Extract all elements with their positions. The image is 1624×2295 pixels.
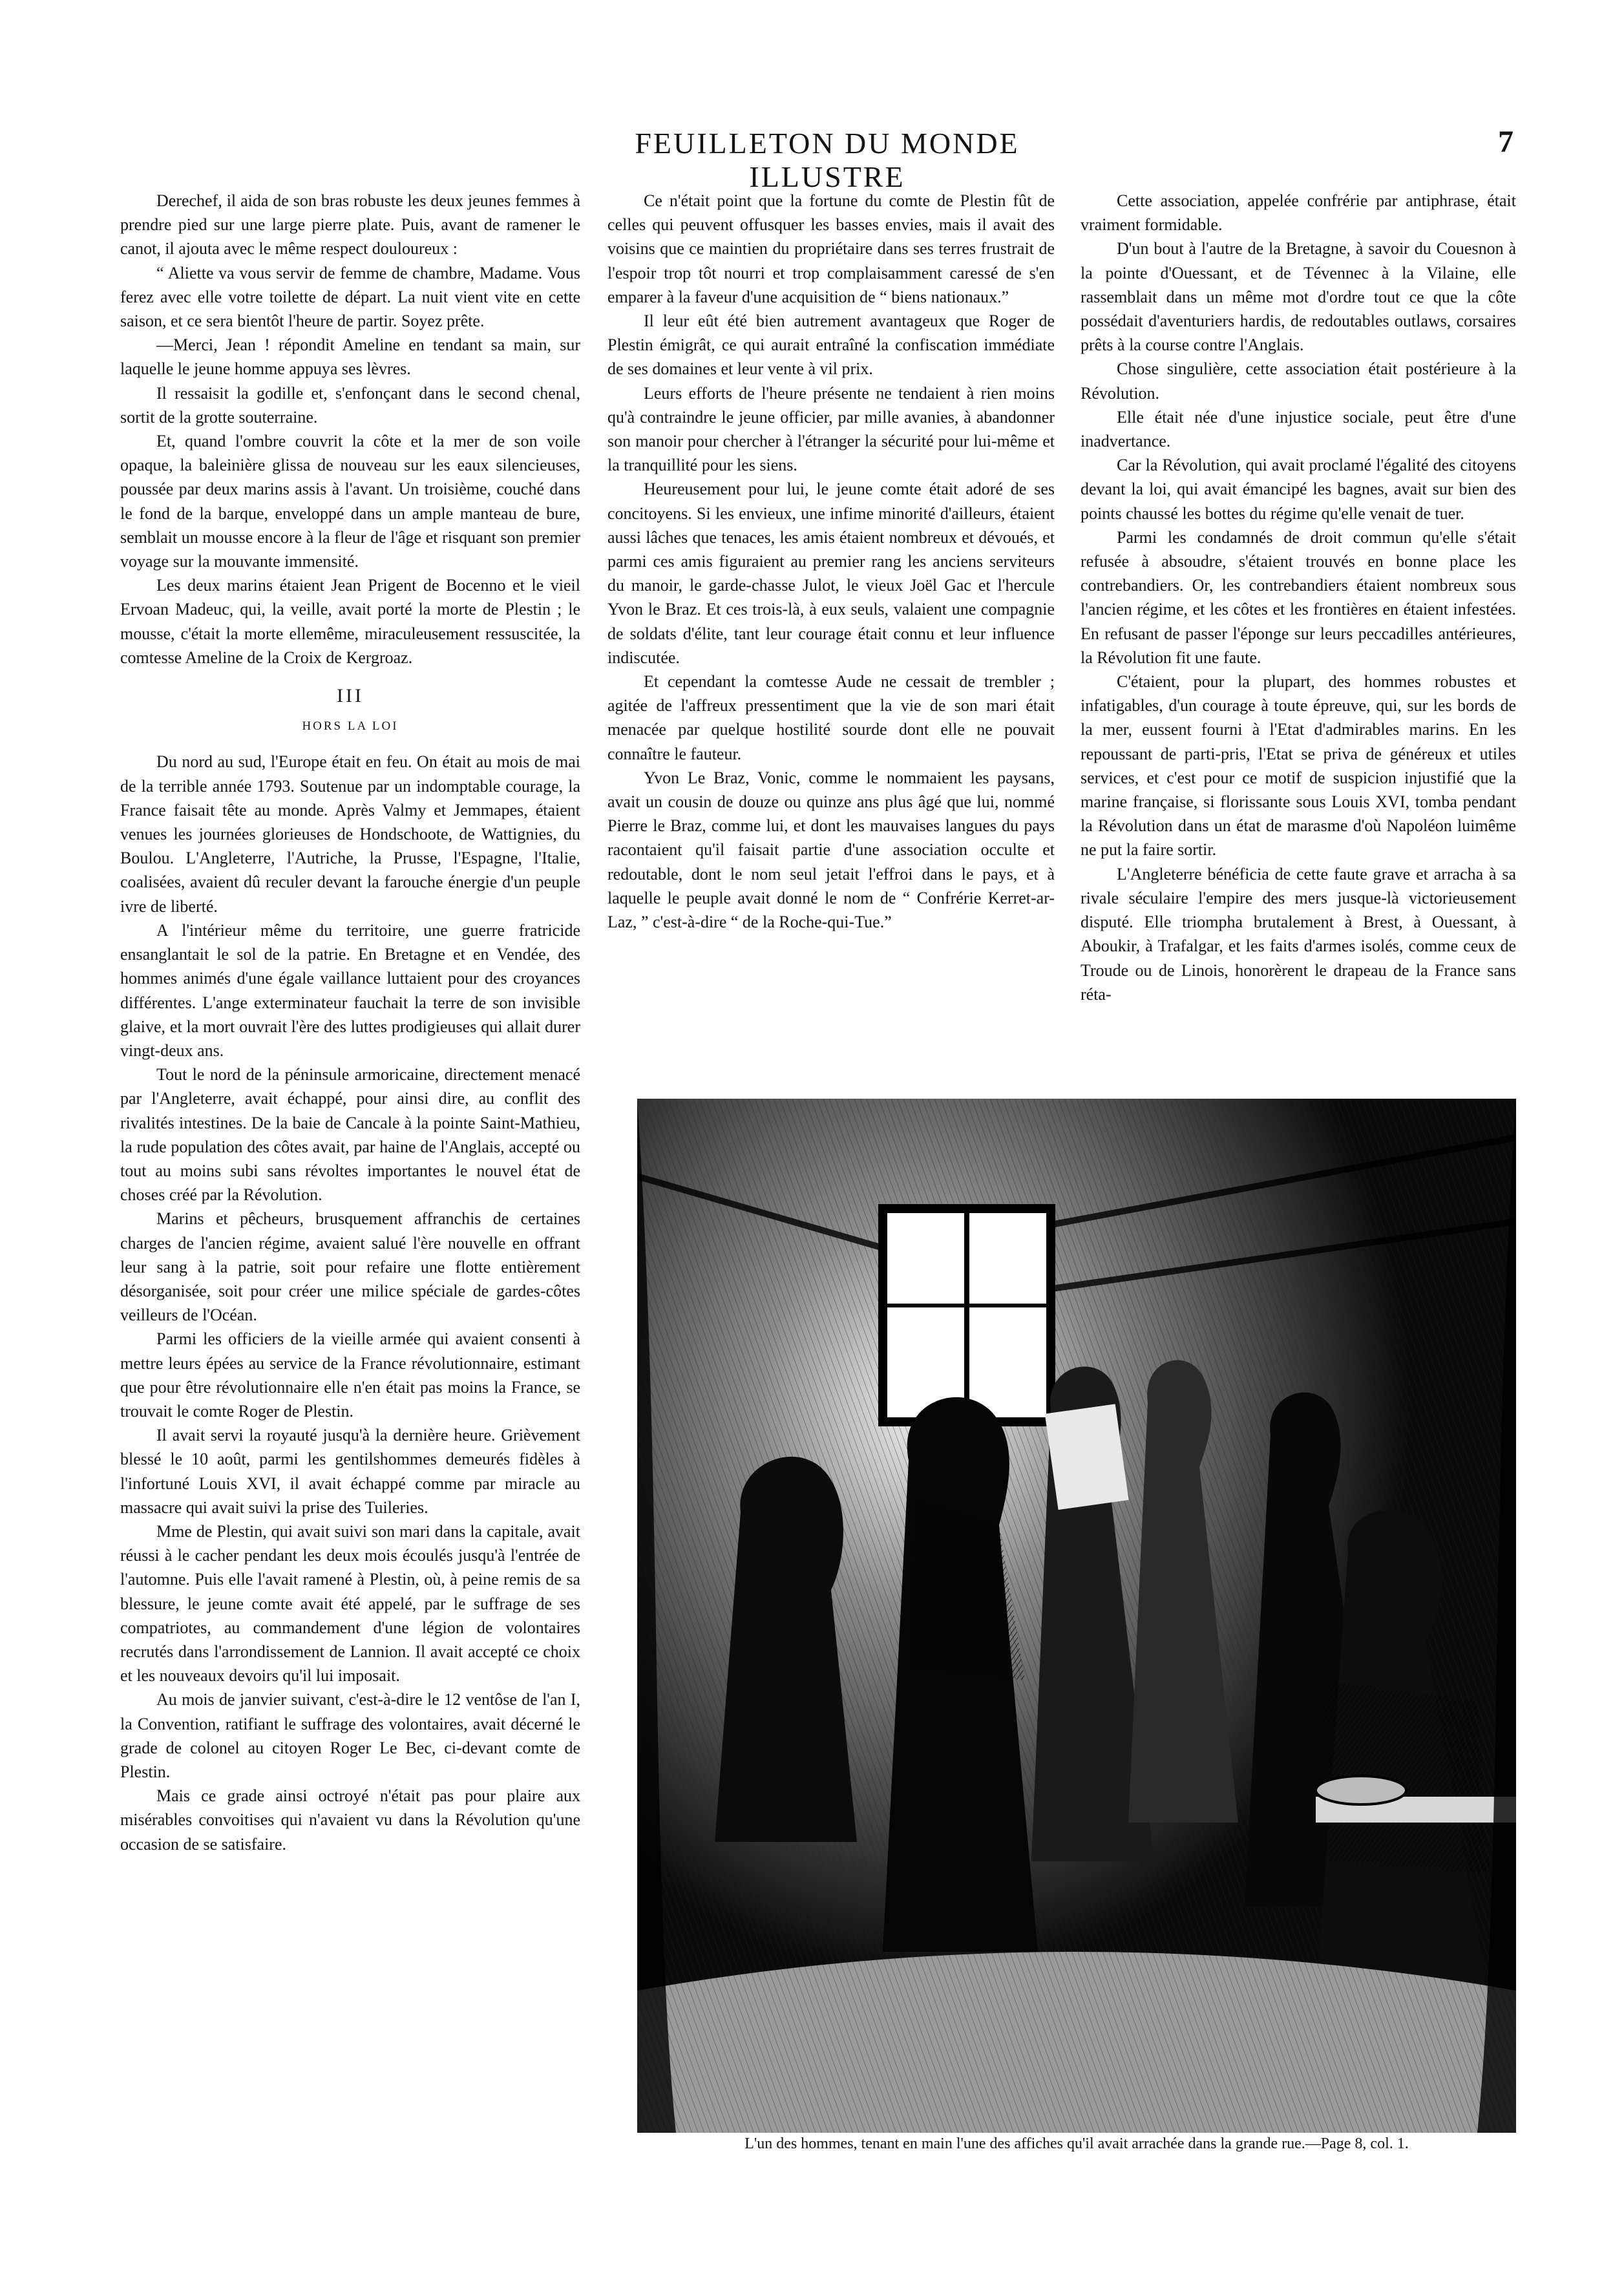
paragraph: Ce n'était point que la fortune du comte de Plestin fût de celles qui peuvent offusquer les basses envies, mais il avait des voisins que ce maintien du propriétaire dans ses terres frustrait de l'espoir trop tôt nourri et trop complaisamment caressé de s'en emparer à la faveur d'une acquisition de “ biens nationaux.” — [607, 191, 1055, 306]
text-column-2 — [607, 189, 1055, 934]
window — [883, 1209, 1051, 1422]
paragraph: Il avait servi la royauté jusqu'à la dernière heure. Grièvement blessé le 10 août, parmi les gentilshommes demeurés fidèles à l'infortuné Louis XVI, il avait échappé comme par miracle au massacre qui avait suivi la prise des Tuileries. — [120, 1426, 580, 1517]
engraving-svg — [637, 1099, 1516, 2133]
paragraph: Parmi les condamnés de droit commun qu'elle s'était refusée à absoudre, s'étaient trouvés en bonne place les contrebandiers. Or, les contrebandiers étaient nombreux sous l'ancien régime, et les côtes et les frontières en étaient infestées. En refusant de passer l'éponge sur leurs peccadilles antérieures, la Révolution fit une faute. — [1081, 527, 1516, 667]
text-column-3 — [1081, 189, 1516, 1006]
paragraph: Tout le nord de la péninsule armoricaine, directement menacé par l'Angleterre, avait échappé, pour ainsi dire, au conflit des rivalités intestines. De la baie de Cancale à la pointe Saint-Mathieu, la rude population des côtes avait, par haine de l'Anglais, accepté ou tout au moins subi sans révoltes importantes le nouvel état de choses créé par la Révolution. — [120, 1065, 580, 1205]
chapter-number: III — [337, 685, 364, 707]
page-header — [0, 0, 1624, 193]
paragraph: Du nord au sud, l'Europe était en feu. On était au mois de mai de la terrible année 1793. Soutenue par un indomptable courage, la France faisait tête au monde. Après Valmy et Jemmapes, étaient venues les journées glorieuses de Hondschoote, de Wattignies, du Boulou. L'Angleterre, l'Autriche, la Prusse, l'Espagne, l'Italie, coalisées, avaient dû reculer devant la farouche énergie d'un peuple ivre de liberté. — [120, 752, 580, 916]
paragraph: Chose singulière, cette association était postérieure à la Révolution. — [1081, 359, 1516, 403]
paragraph: D'un bout à l'autre de la Bretagne, à savoir du Couesnon à la pointe d'Ouessant, et de Tévennec à la Vilaine, elle rassemblait dans un même mot d'ordre tout ce que la côte possédait d'aventuriers hardis, de redoutables outlaws, corsaires prêts à la course contre l'Anglais. — [1081, 239, 1516, 355]
paragraph: Cette association, appelée confrérie par antiphrase, était vraiment formidable. — [1081, 191, 1516, 235]
paragraph: C'étaient, pour la plupart, des hommes robustes et infatigables, d'un courage à toute épreuve, qui, sur les bords de la mer, eussent fourni à l'Etat d'admirables marins. En les repoussant de parti-pris, l'Etat se priva de généreux et utiles services, et c'est pour ce motif de suspicion injustifié que la marine française, si florissante sous Louis XVI, tomba pendant la Révolution dans un état de marasme d'où Napoléon luimême ne put la faire sortir. — [1081, 672, 1516, 860]
engraving-illustration — [637, 1099, 1516, 2133]
paragraph: Et cependant la comtesse Aude ne cessait de trembler ; agitée de l'affreux pressentiment que la vie de son mari était menacée par quelque hostilité sourde dont elle ne pouvait connaître le fauteur. — [607, 672, 1055, 763]
paragraph: A l'intérieur même du territoire, une guerre fratricide ensanglantait le sol de la patrie. En Bretagne et en Vendée, des hommes animés d'une égale vaillance luttaient pour des croyances différentes. L'ange exterminateur fauchait la terre de son invisible glaive, et la mort ouvrait l'ère des luttes prodigieuses qui allait durer vingt-deux ans. — [120, 920, 580, 1060]
paragraph: Mme de Plestin, qui avait suivi son mari dans la capitale, avait réussi à le cacher pendant les deux mois écoulés jusqu'à l'entrée de l'automne. Puis elle l'avait ramené à Plestin, où, à peine remis de sa blessure, le jeune comte avait été appelé, par le suffrage de ses compatriotes, au commandement d'une légion de volontaires recrutés dans l'arrondissement de Lannion. Il avait accepté ce choix et les nouveaux devoirs qu'il lui imposait. — [120, 1521, 580, 1686]
paragraph: Il ressaisit la godille et, s'enfonçant dans le second chenal, sortit de la grotte souterraine. — [120, 383, 580, 427]
paragraph: “ Aliette va vous servir de femme de chambre, Madame. Vous ferez avec elle votre toilette de départ. La nuit vient vite en cette saison, et ce sera bientôt l'heure de partir. Soyez prête. — [120, 263, 580, 331]
paragraph: Car la Révolution, qui avait proclamé l'égalité des citoyens devant la loi, qui avait émancipé les bagnes, avait sur bien des points chaussé les bottes du régime qu'elle venait de tuer. — [1081, 456, 1516, 523]
paragraph: Mais ce grade ainsi octroyé n'était pas pour plaire aux misérables convoitises qui n'avaient vu dans la Révolution qu'une occasion de se satisfaire. — [120, 1786, 580, 1854]
paragraph: Yvon Le Braz, Vonic, comme le nommaient les paysans, avait un cousin de douze ou quinze ans plus âgé que lui, nommé Pierre le Braz, comme lui, et dont les mauvaises langues du pays racontaient qu'il faisait partie d'une association occulte et redoutable, dont le nom seul jetait l'effroi dans le pays, et à laquelle le peuple avait donné le nom de “ Confrérie Kerret-ar-Laz, ” c'est-à-dire “ de la Roche-qui-Tue.” — [607, 768, 1055, 932]
paragraph: Au mois de janvier suivant, c'est-à-dire le 12 ventôse de l'an I, la Convention, ratifiant le suffrage des volontaires, avait décerné le grade de colonel au citoyen Roger Le Bec, ci-devant comte de Plestin. — [120, 1690, 580, 1781]
paragraph: Les deux marins étaient Jean Prigent de Bocenno et le vieil Ervoan Madeuc, qui, la veille, avait porté la morte de Plestin ; le mousse, c'était la morte ellemême, miraculeusement ressuscitée, la comtesse Ameline de la Croix de Kergroaz. — [120, 576, 580, 667]
page-number: 7 — [1498, 125, 1513, 159]
paragraph: Elle était née d'une injustice sociale, peut être d'une inadvertance. — [1081, 407, 1516, 451]
chapter-title: HORS LA LOI — [302, 719, 399, 734]
illustration-caption: L'un des hommes, tenant en main l'une des affiches qu'il avait arrachée dans la grande rue.—Page 8, col. 1. — [744, 2135, 1409, 2152]
paragraph: Heureusement pour lui, le jeune comte était adoré de ses concitoyens. Si les envieux, une infime minorité d'ailleurs, étaient aussi lâches que tenaces, les amis étaient nombreux et dévoués, et parmi ces amis figuraient au premier rang les anciens serviteurs du manoir, le garde-chasse Julot, le vieux Joël Gac et l'hercule Yvon le Braz. Et ces trois-là, à eux seuls, valaient une compagnie de soldats d'élite, tant leur courage était connu et leur influence indiscutée. — [607, 480, 1055, 667]
running-title: FEUILLETON DU MONDE ILLUSTRE — [635, 127, 1020, 193]
paragraph: L'Angleterre bénéficia de cette faute grave et arracha à sa rivale séculaire l'empire des mers jusque-là victorieusement disputé. Elle triompha brutalement à Brest, à Ouessant, à Aboukir, à Trafalgar, et les faits d'armes isolés, comme ceux de Troude ou de Linois, honorèrent le drapeau de la France sans réta- — [1081, 864, 1516, 1004]
paragraph: Il leur eût été bien autrement avantageux que Roger de Plestin émigrât, ce qui aurait entraîné la confiscation immédiate de ses domaines et leur vente à vil prix. — [607, 312, 1055, 379]
paragraph: Marins et pêcheurs, brusquement affranchis de certaines charges de l'ancien régime, avaient salué l'ère nouvelle en offrant leur sang à la patrie, soit pour refaire une flotte entièrement désorganisée, soit pour créer une milice spéciale de gardes-côtes veilleurs de l'Océan. — [120, 1209, 580, 1325]
paragraph: Leurs efforts de l'heure présente ne tendaient à rien moins qu'à contraindre le jeune officier, par mille avanies, à abandonner son manoir pour chercher à l'étranger la sécurité pour lui-même et la tranquillité pour les siens. — [607, 383, 1055, 475]
paragraph: —Merci, Jean ! répondit Ameline en tendant sa main, sur laquelle le jeune homme appuya ses lèvres. — [120, 335, 580, 379]
text-column-1 — [120, 189, 580, 1856]
paragraph: Parmi les officiers de la vieille armée qui avaient consenti à mettre leurs épées au service de la France révolutionnaire, estimant que pour être révolutionnaire elle n'en était pas moins la France, se trouvait le comte Roger de Plestin. — [120, 1329, 580, 1421]
paragraph: Et, quand l'ombre couvrit la côte et la mer de son voile opaque, la baleinière glissa de nouveau sur les eaux silencieuses, poussée par deux marins assis à l'avant. Un troisième, couché dans le fond de la barque, enveloppé dans un ample manteau de bure, semblait un mousse encore à la fleur de l'âge et risquant son premier voyage sur la mouvante immensité. — [120, 432, 580, 571]
paragraph: Derechef, il aida de son bras robuste les deux jeunes femmes à prendre pied sur une large pierre plate. Puis, avant de ramener le canot, il ajouta avec le même respect douloureux : — [120, 191, 580, 259]
